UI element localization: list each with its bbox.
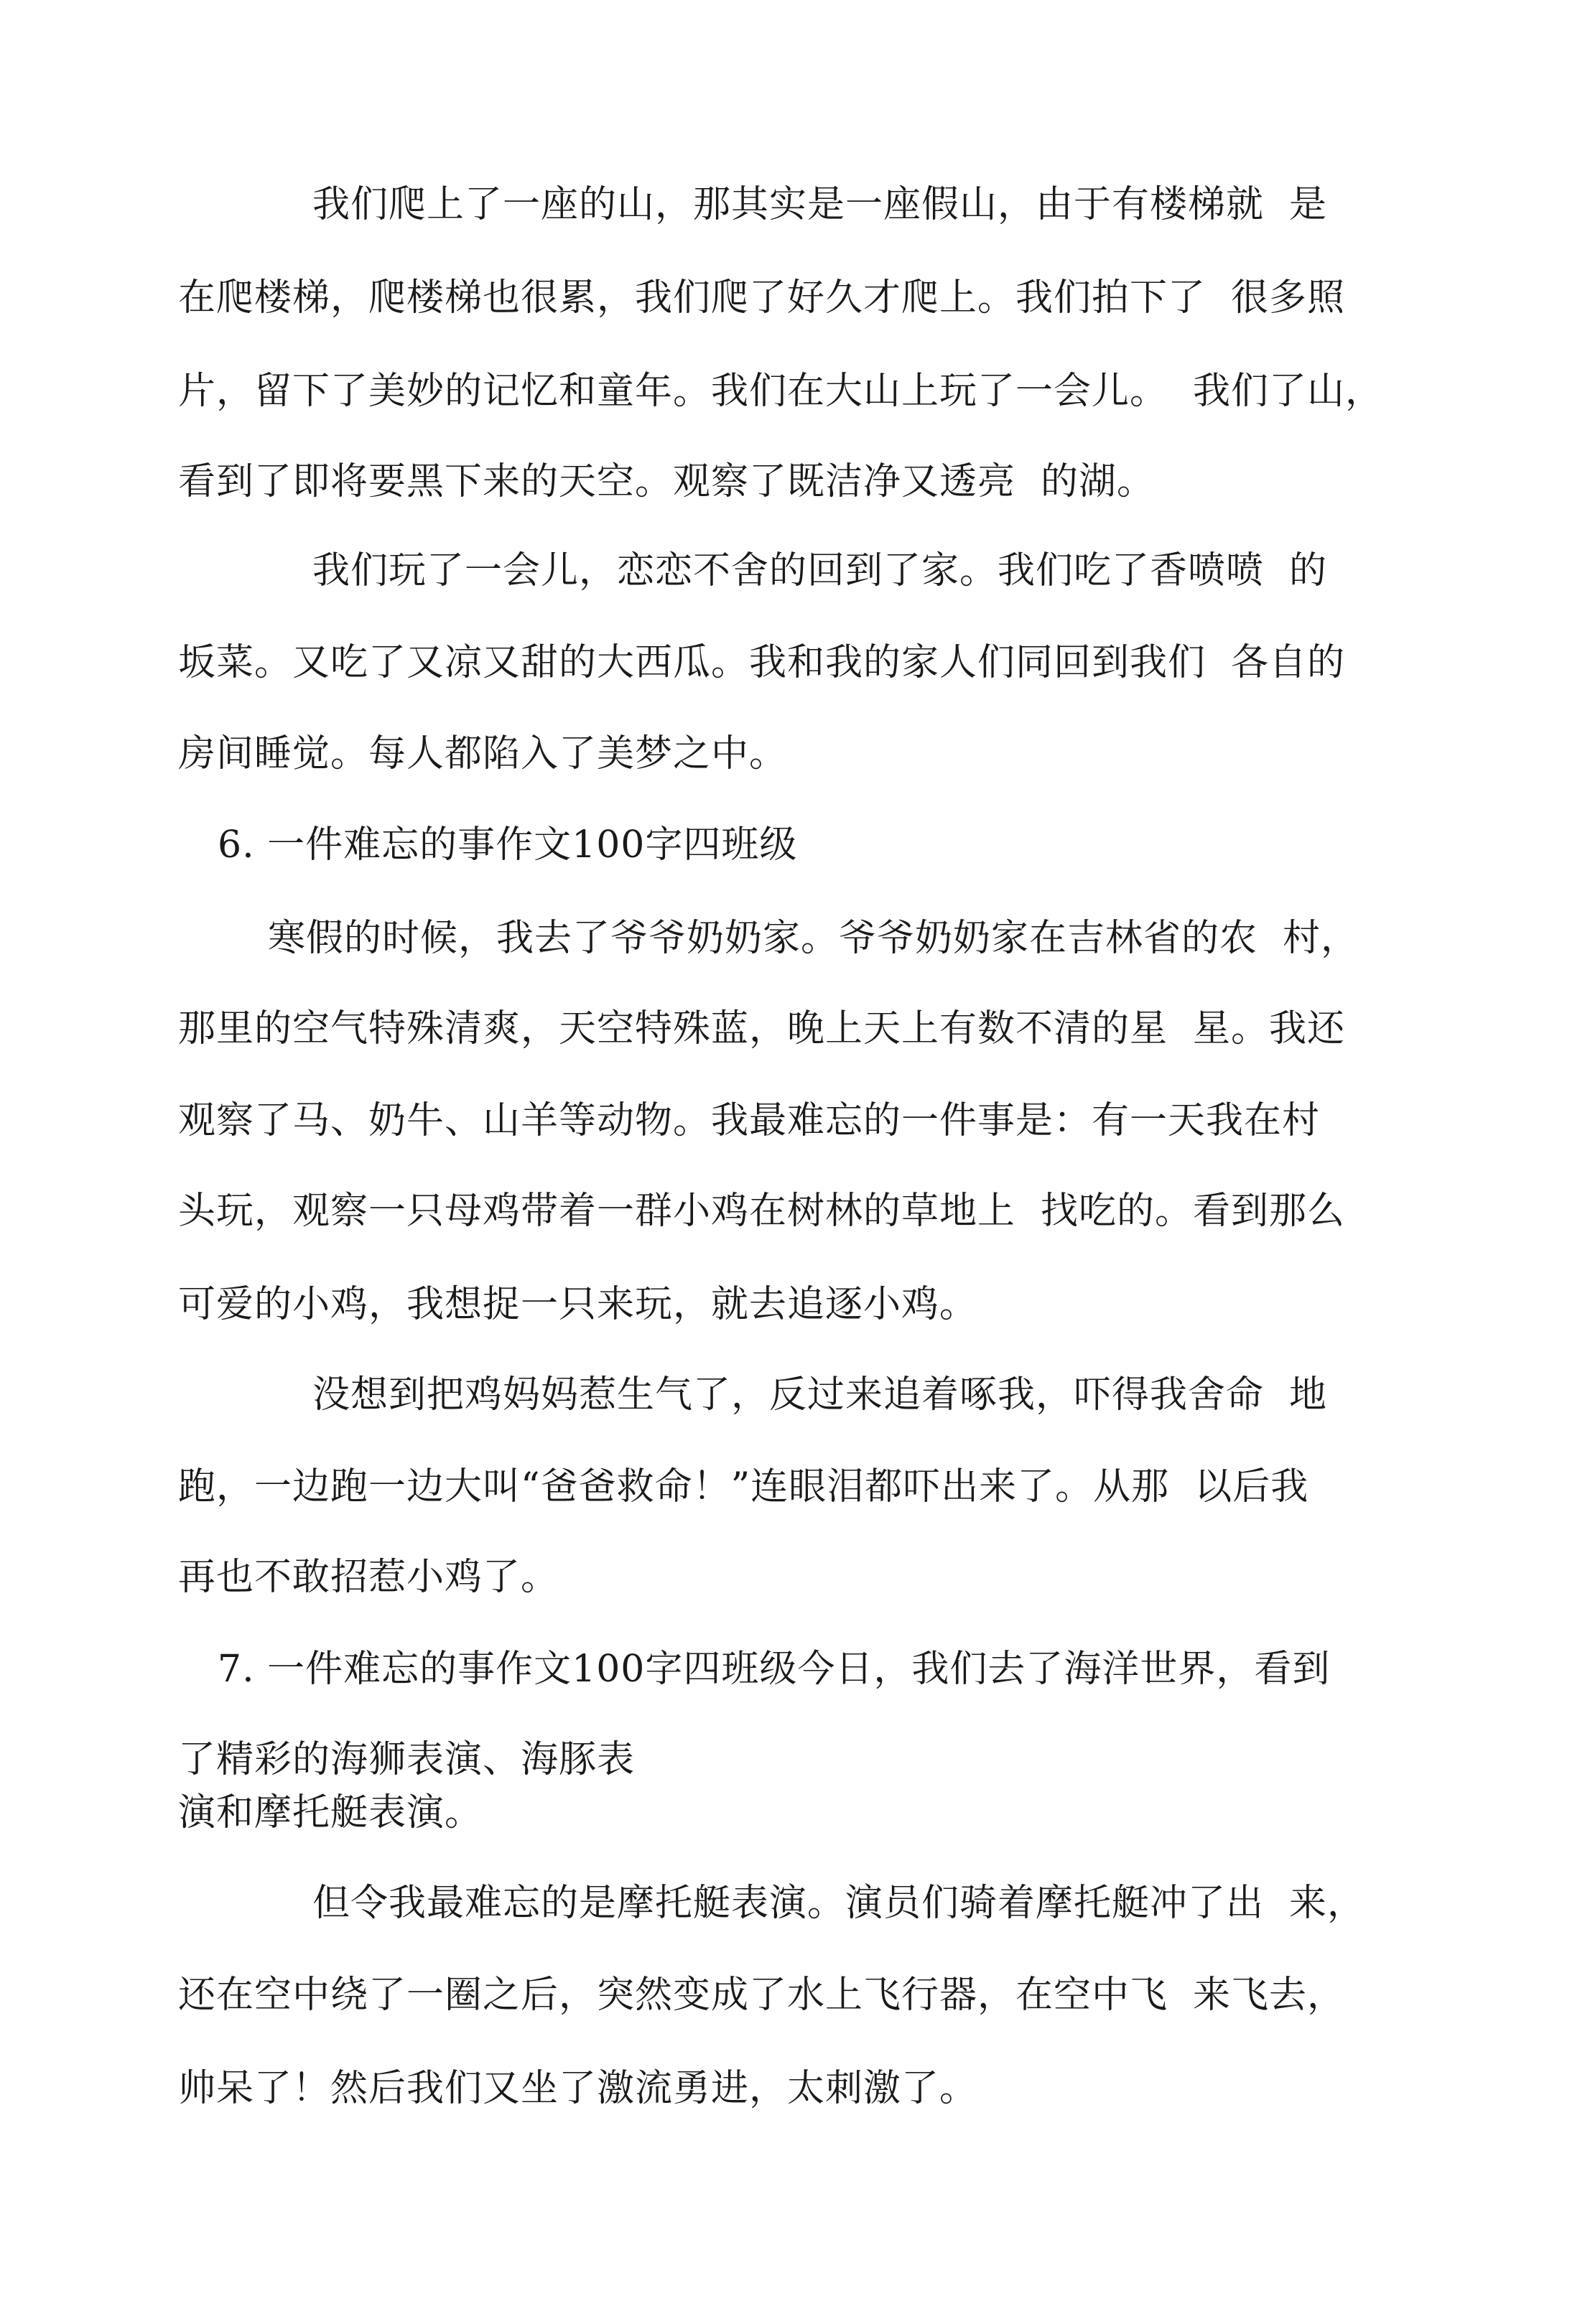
paragraph-line: 再也不敢招惹小鸡了。 [178, 1556, 559, 1599]
paragraph-line: 片，留下了美妙的记忆和童年。我们在大山上玩了一会儿。 我们了山， [178, 370, 1384, 413]
paragraph-line: 但令我最难忘的是摩托艇表演。演员们骑着摩托艇冲了出 来， [312, 1882, 1366, 1925]
paragraph-line: 跑，一边跑一边大叫“爸爸救命！”连眼泪都吓出来了。从那 以后我 [178, 1465, 1309, 1508]
paragraph-line: 头玩，观察一只母鸡带着一群小鸡在树林的草地上 找吃的。看到那么 [178, 1190, 1346, 1233]
paragraph-line: 观察了马、奶牛、山羊等动物。我最难忘的一件事是：有一天我在村 [178, 1099, 1321, 1142]
paragraph-line: 在爬楼梯，爬楼梯也很累，我们爬了好久才爬上。我们拍下了 很多照 [178, 276, 1346, 319]
paragraph-line: 可爱的小鸡，我想捉一只来玩，就去追逐小鸡。 [178, 1283, 978, 1326]
section-heading: 7. 一件难忘的事作文100字四班级今日，我们去了海洋世界，看到 [218, 1648, 1331, 1691]
paragraph-line: 我们爬上了一座的山，那其实是一座假山，由于有楼梯就 是 [312, 183, 1328, 226]
paragraph-line: 没想到把鸡妈妈惹生气了，反过来追着啄我，吓得我舍命 地 [312, 1373, 1328, 1417]
paragraph-line: 帅呆了！然后我们又坐了激流勇进，太刺激了。 [178, 2067, 978, 2110]
paragraph-line: 坂菜。又吃了又凉又甜的大西瓜。我和我的家人们同回到我们 各自的 [178, 641, 1346, 684]
paragraph-line: 那里的空气特殊清爽，天空特殊蓝，晚上天上有数不清的星 星。我还 [178, 1007, 1346, 1050]
paragraph-line: 还在空中绕了一圈之后，突然变成了水上飞行器，在空中飞 来飞去， [178, 1974, 1346, 2017]
paragraph-line: 房间睡觉。每人都陷入了美梦之中。 [178, 732, 788, 775]
paragraph-line: 我们玩了一会儿，恋恋不舍的回到了家。我们吃了香喷喷 的 [312, 549, 1328, 592]
section-heading: 6. 一件难忘的事作文100字四班级 [218, 823, 798, 867]
paragraph-line: 看到了即将要黑下来的天空。观察了既洁净又透亮 的湖。 [178, 460, 1156, 503]
paragraph-line: 了精彩的海狮表演、海豚表 [178, 1738, 636, 1781]
paragraph-line: 演和摩托艇表演。 [178, 1791, 483, 1834]
paragraph-line: 寒假的时候，我去了爷爷奶奶家。爷爷奶奶家在吉林省的农 村， [268, 917, 1359, 960]
